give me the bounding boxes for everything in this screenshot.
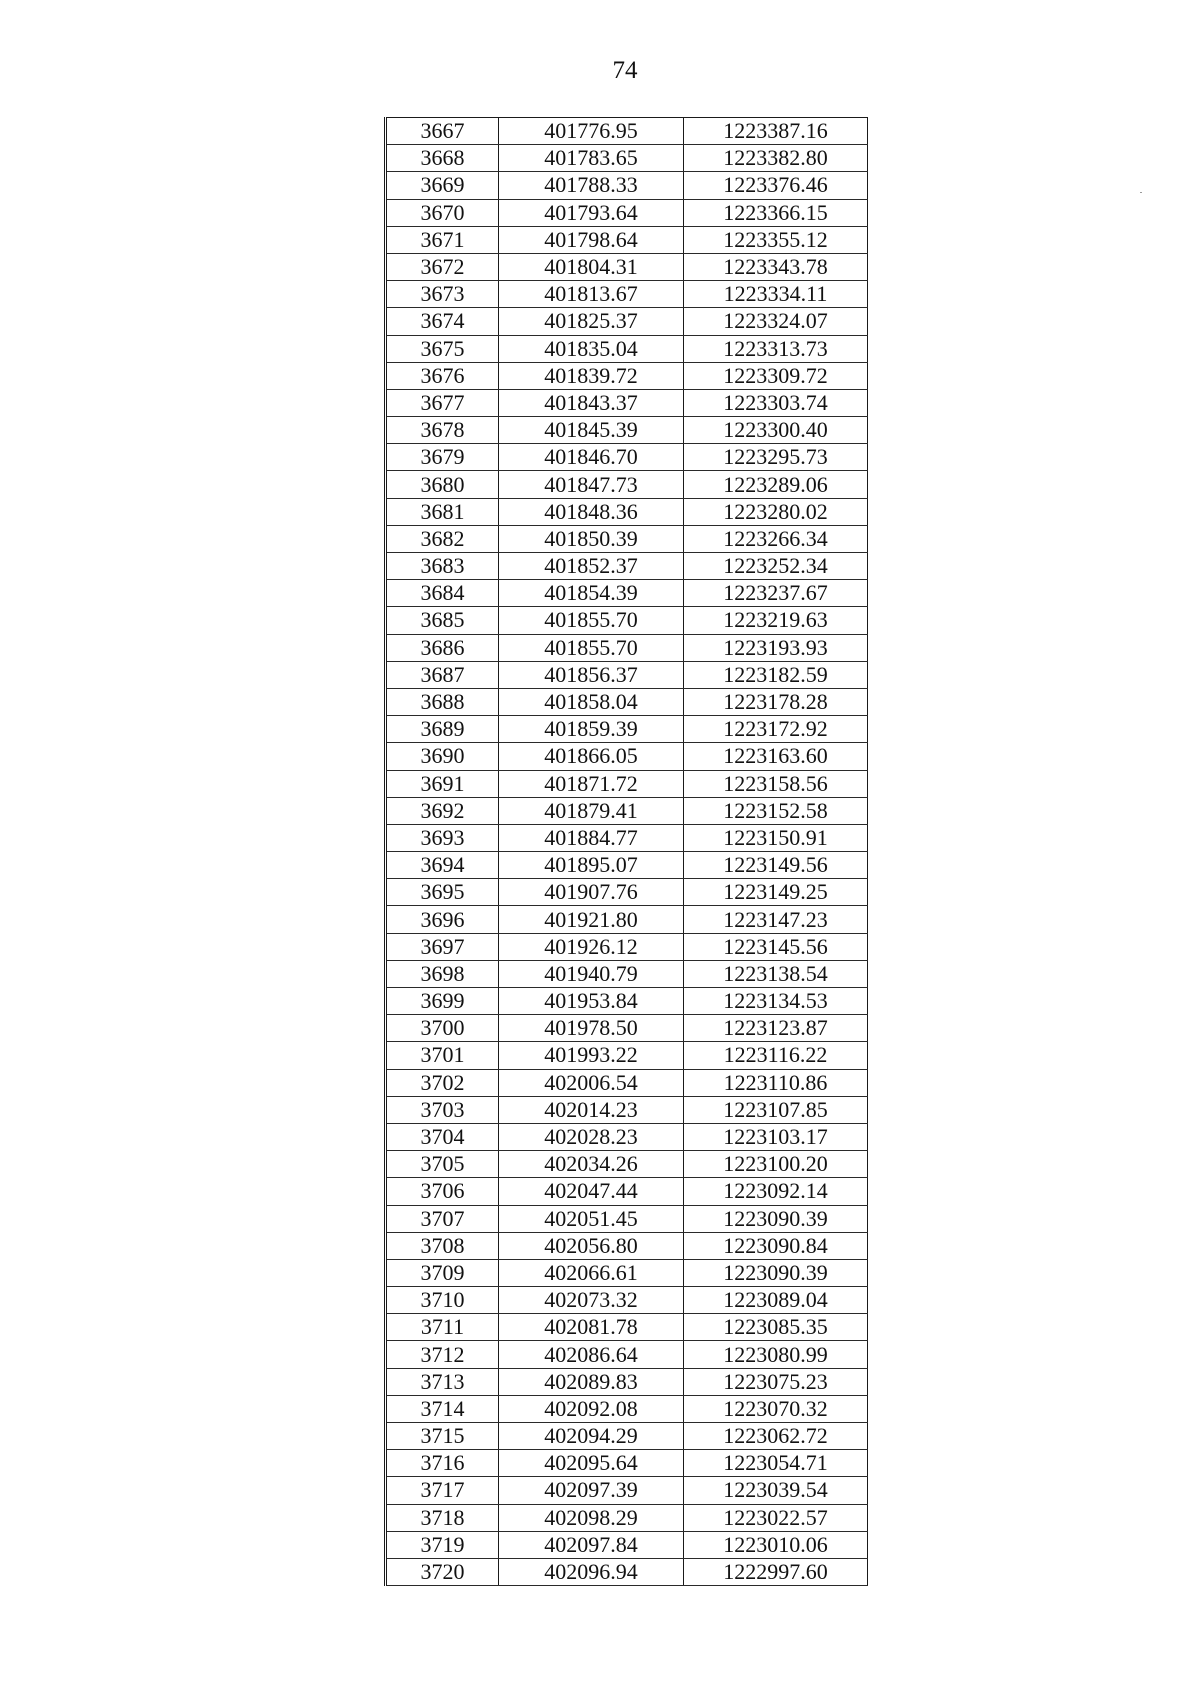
point-number-cell: 3674: [386, 308, 499, 335]
point-number-cell: 3704: [386, 1123, 499, 1150]
x-coordinate-cell: 401907.76: [499, 879, 684, 906]
point-number-cell: 3681: [386, 498, 499, 525]
point-number-cell: 3720: [386, 1558, 499, 1585]
y-coordinate-cell: 1223387.16: [684, 118, 868, 145]
y-coordinate-cell: 1223172.92: [684, 716, 868, 743]
point-number-cell: 3707: [386, 1205, 499, 1232]
y-coordinate-cell: 1223355.12: [684, 226, 868, 253]
table-row: [386, 1368, 868, 1395]
point-number-cell: 3717: [386, 1477, 499, 1504]
x-coordinate-cell: 401895.07: [499, 852, 684, 879]
x-coordinate-cell: 401859.39: [499, 716, 684, 743]
y-coordinate-cell: 1223080.99: [684, 1341, 868, 1368]
y-coordinate-cell: 1223054.71: [684, 1450, 868, 1477]
x-coordinate-cell: 402097.84: [499, 1531, 684, 1558]
table-row: [386, 933, 868, 960]
point-number-cell: 3682: [386, 525, 499, 552]
table-row: [386, 1123, 868, 1150]
y-coordinate-cell: 1223123.87: [684, 1015, 868, 1042]
y-coordinate-cell: 1223039.54: [684, 1477, 868, 1504]
point-number-cell: 3679: [386, 444, 499, 471]
y-coordinate-cell: 1223149.56: [684, 852, 868, 879]
point-number-cell: 3669: [386, 172, 499, 199]
point-number-cell: 3670: [386, 199, 499, 226]
table-row: [386, 1450, 868, 1477]
x-coordinate-cell: 402098.29: [499, 1504, 684, 1531]
y-coordinate-cell: 1223089.04: [684, 1287, 868, 1314]
y-coordinate-cell: 1223090.84: [684, 1232, 868, 1259]
table-row: [386, 797, 868, 824]
table-row: [386, 1015, 868, 1042]
table-row: [386, 852, 868, 879]
x-coordinate-cell: 401825.37: [499, 308, 684, 335]
y-coordinate-cell: 1223343.78: [684, 253, 868, 280]
table-row: [386, 389, 868, 416]
x-coordinate-cell: 401856.37: [499, 661, 684, 688]
y-coordinate-cell: 1222997.60: [684, 1558, 868, 1585]
table-row: [386, 1341, 868, 1368]
table-row: [386, 199, 868, 226]
point-number-cell: 3703: [386, 1096, 499, 1123]
y-coordinate-cell: 1223280.02: [684, 498, 868, 525]
x-coordinate-cell: 401845.39: [499, 417, 684, 444]
point-number-cell: 3672: [386, 253, 499, 280]
point-number-cell: 3694: [386, 852, 499, 879]
table-row: [386, 172, 868, 199]
y-coordinate-cell: 1223085.35: [684, 1314, 868, 1341]
point-number-cell: 3700: [386, 1015, 499, 1042]
table-row: [386, 607, 868, 634]
point-number-cell: 3667: [386, 118, 499, 145]
table-row: [386, 1232, 868, 1259]
y-coordinate-cell: 1223334.11: [684, 281, 868, 308]
table-row: [386, 580, 868, 607]
x-coordinate-cell: 401940.79: [499, 960, 684, 987]
point-number-cell: 3693: [386, 824, 499, 851]
x-coordinate-cell: 401848.36: [499, 498, 684, 525]
table-row: [386, 444, 868, 471]
y-coordinate-cell: 1223178.28: [684, 688, 868, 715]
point-number-cell: 3686: [386, 634, 499, 661]
x-coordinate-cell: 402028.23: [499, 1123, 684, 1150]
x-coordinate-cell: 401926.12: [499, 933, 684, 960]
x-coordinate-cell: 402047.44: [499, 1178, 684, 1205]
x-coordinate-cell: 401921.80: [499, 906, 684, 933]
table-row: [386, 1504, 868, 1531]
table-row: [386, 770, 868, 797]
y-coordinate-cell: 1223070.32: [684, 1395, 868, 1422]
y-coordinate-cell: 1223252.34: [684, 553, 868, 580]
point-number-cell: 3705: [386, 1151, 499, 1178]
y-coordinate-cell: 1223303.74: [684, 389, 868, 416]
table-row: [386, 716, 868, 743]
x-coordinate-cell: 401884.77: [499, 824, 684, 851]
y-coordinate-cell: 1223149.25: [684, 879, 868, 906]
point-number-cell: 3675: [386, 335, 499, 362]
x-coordinate-cell: 401804.31: [499, 253, 684, 280]
table-row: [386, 362, 868, 389]
x-coordinate-cell: 401993.22: [499, 1042, 684, 1069]
y-coordinate-cell: 1223313.73: [684, 335, 868, 362]
point-number-cell: 3692: [386, 797, 499, 824]
x-coordinate-cell: 402086.64: [499, 1341, 684, 1368]
y-coordinate-cell: 1223145.56: [684, 933, 868, 960]
y-coordinate-cell: 1223193.93: [684, 634, 868, 661]
x-coordinate-cell: 402014.23: [499, 1096, 684, 1123]
table-row: [386, 1069, 868, 1096]
point-number-cell: 3699: [386, 988, 499, 1015]
table-row: [386, 525, 868, 552]
y-coordinate-cell: 1223324.07: [684, 308, 868, 335]
table-row: [386, 1259, 868, 1286]
x-coordinate-cell: 402097.39: [499, 1477, 684, 1504]
y-coordinate-cell: 1223022.57: [684, 1504, 868, 1531]
table-row: [386, 226, 868, 253]
x-coordinate-cell: 402081.78: [499, 1314, 684, 1341]
x-coordinate-cell: 401813.67: [499, 281, 684, 308]
x-coordinate-cell: 401783.65: [499, 145, 684, 172]
x-coordinate-cell: 401879.41: [499, 797, 684, 824]
y-coordinate-cell: 1223010.06: [684, 1531, 868, 1558]
y-coordinate-cell: 1223138.54: [684, 960, 868, 987]
x-coordinate-cell: 402095.64: [499, 1450, 684, 1477]
point-number-cell: 3696: [386, 906, 499, 933]
table-row: [386, 118, 868, 145]
table-row: [386, 1531, 868, 1558]
point-number-cell: 3712: [386, 1341, 499, 1368]
table-row: [386, 1287, 868, 1314]
table-row: [386, 960, 868, 987]
table-row: [386, 1395, 868, 1422]
table-row: [386, 1558, 868, 1585]
y-coordinate-cell: 1223134.53: [684, 988, 868, 1015]
point-number-cell: 3695: [386, 879, 499, 906]
table-row: [386, 634, 868, 661]
point-number-cell: 3715: [386, 1423, 499, 1450]
table-row: [386, 1423, 868, 1450]
x-coordinate-cell: 401835.04: [499, 335, 684, 362]
point-number-cell: 3676: [386, 362, 499, 389]
y-coordinate-cell: 1223150.91: [684, 824, 868, 851]
x-coordinate-cell: 401788.33: [499, 172, 684, 199]
x-coordinate-cell: 401843.37: [499, 389, 684, 416]
page-number: 74: [612, 57, 638, 84]
table-row: [386, 1205, 868, 1232]
point-number-cell: 3677: [386, 389, 499, 416]
x-coordinate-cell: 402034.26: [499, 1151, 684, 1178]
table-row: [386, 471, 868, 498]
point-number-cell: 3678: [386, 417, 499, 444]
scan-speck: [1140, 192, 1142, 193]
x-coordinate-cell: 402051.45: [499, 1205, 684, 1232]
table-row: [386, 1151, 868, 1178]
table-row: [386, 1096, 868, 1123]
y-coordinate-cell: 1223090.39: [684, 1205, 868, 1232]
point-number-cell: 3709: [386, 1259, 499, 1286]
point-number-cell: 3697: [386, 933, 499, 960]
table-row: [386, 253, 868, 280]
table-row: [386, 824, 868, 851]
point-number-cell: 3701: [386, 1042, 499, 1069]
x-coordinate-cell: 402096.94: [499, 1558, 684, 1585]
table-row: [386, 308, 868, 335]
x-coordinate-cell: 402056.80: [499, 1232, 684, 1259]
y-coordinate-cell: 1223075.23: [684, 1368, 868, 1395]
y-coordinate-cell: 1223219.63: [684, 607, 868, 634]
x-coordinate-cell: 402089.83: [499, 1368, 684, 1395]
table-row: [386, 1178, 868, 1205]
x-coordinate-cell: 402094.29: [499, 1423, 684, 1450]
point-number-cell: 3690: [386, 743, 499, 770]
x-coordinate-cell: 401846.70: [499, 444, 684, 471]
x-coordinate-cell: 401855.70: [499, 607, 684, 634]
point-number-cell: 3691: [386, 770, 499, 797]
point-number-cell: 3718: [386, 1504, 499, 1531]
x-coordinate-cell: 401855.70: [499, 634, 684, 661]
x-coordinate-cell: 401978.50: [499, 1015, 684, 1042]
x-coordinate-cell: 401850.39: [499, 525, 684, 552]
y-coordinate-cell: 1223182.59: [684, 661, 868, 688]
x-coordinate-cell: 401953.84: [499, 988, 684, 1015]
table-row: [386, 498, 868, 525]
table-row: [386, 417, 868, 444]
y-coordinate-cell: 1223382.80: [684, 145, 868, 172]
y-coordinate-cell: 1223107.85: [684, 1096, 868, 1123]
x-coordinate-cell: 401866.05: [499, 743, 684, 770]
point-number-cell: 3716: [386, 1450, 499, 1477]
x-coordinate-cell: 402066.61: [499, 1259, 684, 1286]
point-number-cell: 3713: [386, 1368, 499, 1395]
x-coordinate-cell: 401847.73: [499, 471, 684, 498]
table-row: [386, 661, 868, 688]
table-row: [386, 335, 868, 362]
coordinates-table: [384, 117, 868, 1586]
table-row: [386, 988, 868, 1015]
point-number-cell: 3687: [386, 661, 499, 688]
y-coordinate-cell: 1223300.40: [684, 417, 868, 444]
point-number-cell: 3708: [386, 1232, 499, 1259]
y-coordinate-cell: 1223163.60: [684, 743, 868, 770]
y-coordinate-cell: 1223237.67: [684, 580, 868, 607]
point-number-cell: 3719: [386, 1531, 499, 1558]
table-row: [386, 688, 868, 715]
x-coordinate-cell: 401854.39: [499, 580, 684, 607]
table-row: [386, 906, 868, 933]
point-number-cell: 3706: [386, 1178, 499, 1205]
table-row: [386, 1314, 868, 1341]
x-coordinate-cell: 401798.64: [499, 226, 684, 253]
y-coordinate-cell: 1223295.73: [684, 444, 868, 471]
point-number-cell: 3688: [386, 688, 499, 715]
x-coordinate-cell: 402073.32: [499, 1287, 684, 1314]
x-coordinate-cell: 401776.95: [499, 118, 684, 145]
table-row: [386, 553, 868, 580]
table-row: [386, 1042, 868, 1069]
table-row: [386, 281, 868, 308]
y-coordinate-cell: 1223266.34: [684, 525, 868, 552]
y-coordinate-cell: 1223289.06: [684, 471, 868, 498]
y-coordinate-cell: 1223376.46: [684, 172, 868, 199]
y-coordinate-cell: 1223100.20: [684, 1151, 868, 1178]
y-coordinate-cell: 1223090.39: [684, 1259, 868, 1286]
x-coordinate-cell: 402006.54: [499, 1069, 684, 1096]
x-coordinate-cell: 401871.72: [499, 770, 684, 797]
point-number-cell: 3702: [386, 1069, 499, 1096]
point-number-cell: 3671: [386, 226, 499, 253]
y-coordinate-cell: 1223152.58: [684, 797, 868, 824]
point-number-cell: 3673: [386, 281, 499, 308]
x-coordinate-cell: 401852.37: [499, 553, 684, 580]
point-number-cell: 3668: [386, 145, 499, 172]
y-coordinate-cell: 1223309.72: [684, 362, 868, 389]
point-number-cell: 3680: [386, 471, 499, 498]
table-row: [386, 1477, 868, 1504]
y-coordinate-cell: 1223147.23: [684, 906, 868, 933]
x-coordinate-cell: 401793.64: [499, 199, 684, 226]
point-number-cell: 3710: [386, 1287, 499, 1314]
y-coordinate-cell: 1223103.17: [684, 1123, 868, 1150]
point-number-cell: 3683: [386, 553, 499, 580]
x-coordinate-cell: 401839.72: [499, 362, 684, 389]
x-coordinate-cell: 401858.04: [499, 688, 684, 715]
y-coordinate-cell: 1223116.22: [684, 1042, 868, 1069]
point-number-cell: 3711: [386, 1314, 499, 1341]
y-coordinate-cell: 1223110.86: [684, 1069, 868, 1096]
y-coordinate-cell: 1223062.72: [684, 1423, 868, 1450]
y-coordinate-cell: 1223092.14: [684, 1178, 868, 1205]
table-row: [386, 743, 868, 770]
point-number-cell: 3714: [386, 1395, 499, 1422]
table-row: [386, 145, 868, 172]
point-number-cell: 3685: [386, 607, 499, 634]
coordinates-table-body: [386, 118, 868, 1586]
point-number-cell: 3684: [386, 580, 499, 607]
x-coordinate-cell: 402092.08: [499, 1395, 684, 1422]
point-number-cell: 3689: [386, 716, 499, 743]
y-coordinate-cell: 1223366.15: [684, 199, 868, 226]
table-row: [386, 879, 868, 906]
y-coordinate-cell: 1223158.56: [684, 770, 868, 797]
point-number-cell: 3698: [386, 960, 499, 987]
